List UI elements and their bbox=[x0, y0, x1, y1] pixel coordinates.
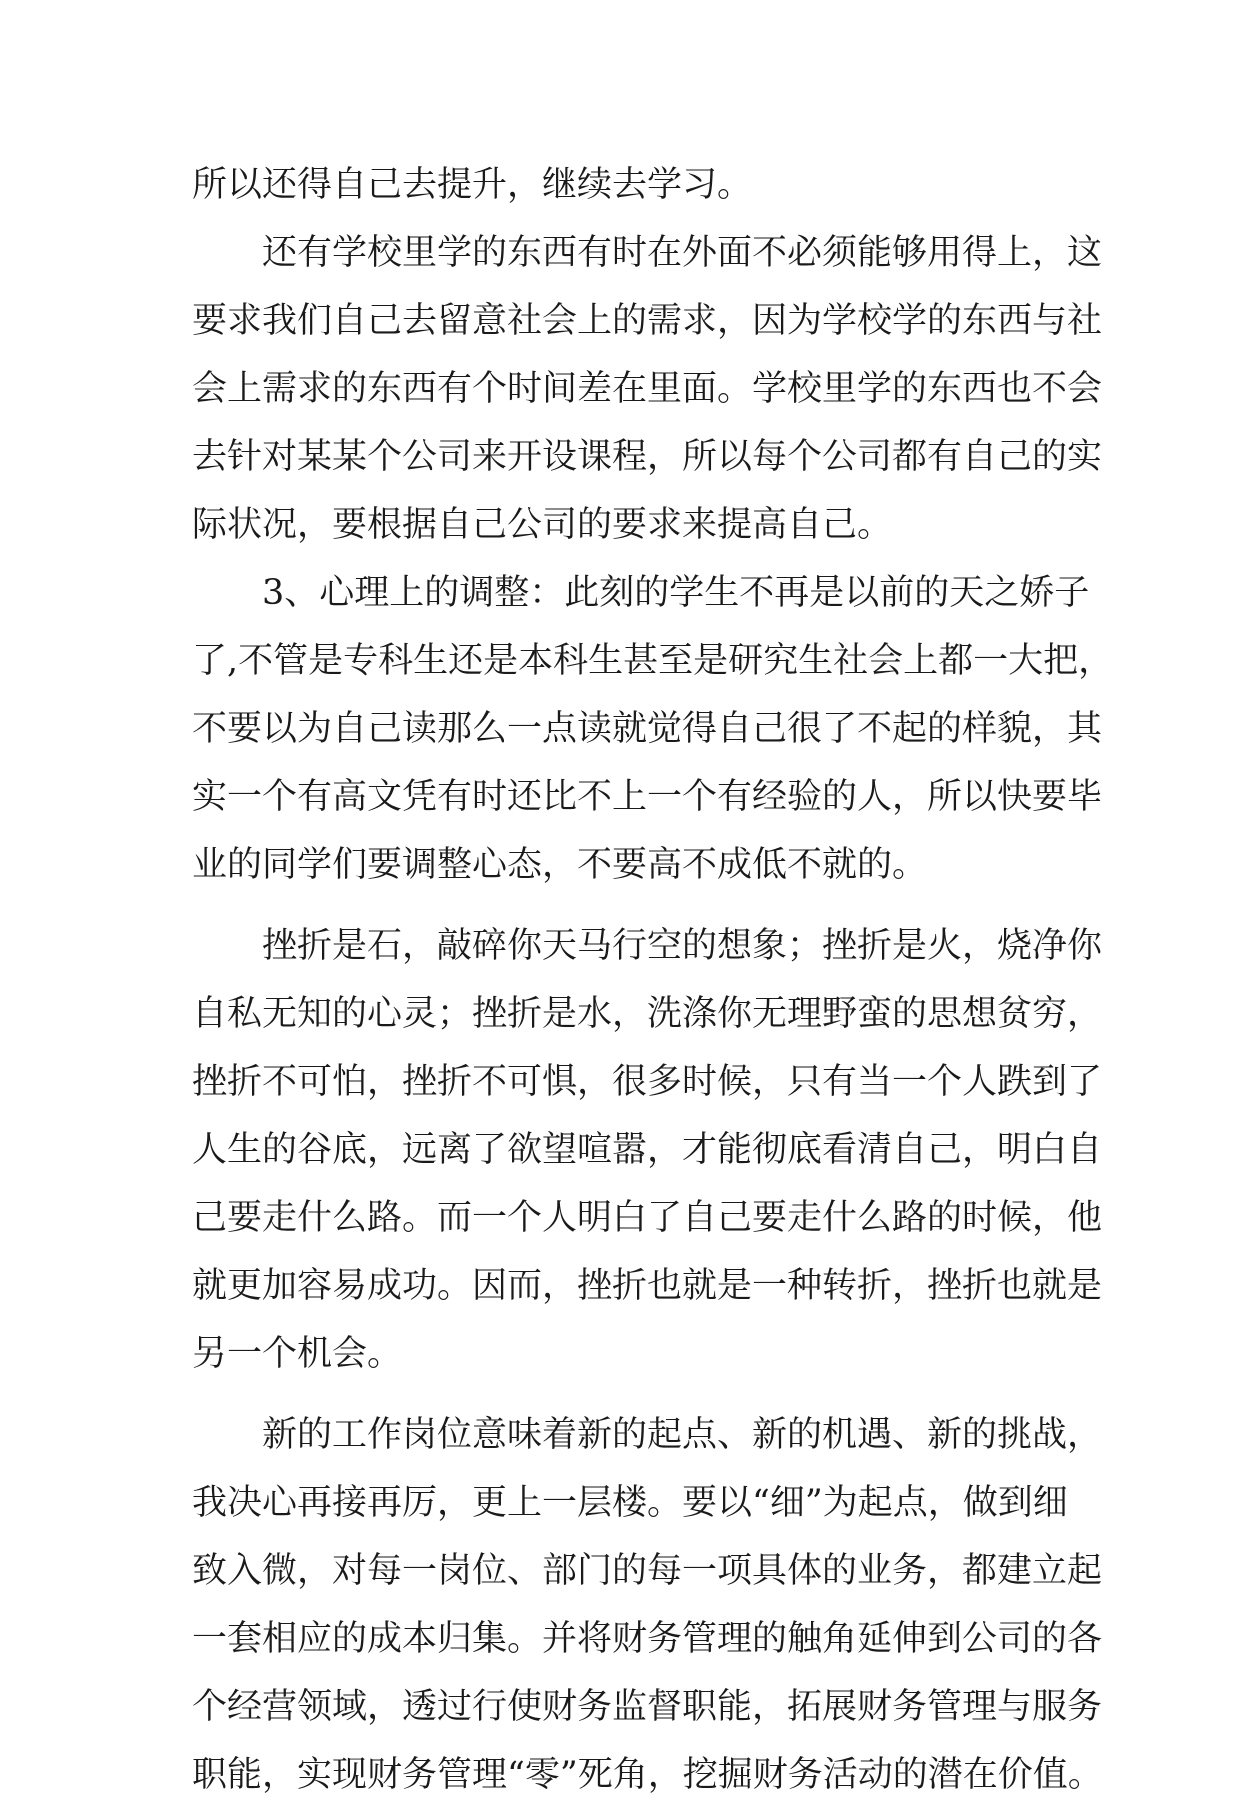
paragraph bbox=[192, 1408, 1103, 1816]
paragraph bbox=[192, 566, 1114, 906]
text-line: 另一个机会。 bbox=[192, 1334, 403, 1374]
paragraph-spacer bbox=[192, 906, 1052, 919]
text-line: 自私无知的心灵；挫折是水，洗涤你无理野蛮的思想贫穷， bbox=[192, 994, 1103, 1034]
text-line: 所以还得自己去提升，继续去学习。 bbox=[192, 165, 753, 205]
text-line: 职能，实现财务管理“零”死角，挖掘财务活动的潜在价值。 bbox=[192, 1755, 1103, 1795]
paragraph bbox=[192, 226, 1103, 566]
text-line: 际状况，要根据自己公司的要求来提高自己。 bbox=[192, 505, 893, 545]
text-line: 会上需求的东西有个时间差在里面。学校里学的东西也不会 bbox=[192, 369, 1103, 409]
paragraph bbox=[192, 158, 1052, 226]
text-line: 致入微，对每一岗位、部门的每一项具体的业务，都建立起 bbox=[192, 1551, 1103, 1591]
text-line: 个经营领域，透过行使财务监督职能，拓展财务管理与服务 bbox=[192, 1687, 1103, 1727]
text-line: 还有学校里学的东西有时在外面不必须能够用得上，这 bbox=[262, 233, 1103, 273]
text-line: 业的同学们要调整心态，不要高不成低不就的。 bbox=[192, 845, 928, 885]
text-line: 新的工作岗位意味着新的起点、新的机遇、新的挑战， bbox=[262, 1415, 1103, 1455]
text-line: 挫折是石，敲碎你天马行空的想象；挫折是火，烧净你 bbox=[262, 926, 1103, 966]
text-line: 要求我们自己去留意社会上的需求，因为学校学的东西与社 bbox=[192, 301, 1103, 341]
text-line: 挫折不可怕，挫折不可惧，很多时候，只有当一个人跌到了 bbox=[192, 1062, 1103, 1102]
text-line: 一套相应的成本归集。并将财务管理的触角延伸到公司的各 bbox=[192, 1619, 1103, 1659]
text-line: 就更加容易成功。因而，挫折也就是一种转折，挫折也就是 bbox=[192, 1266, 1103, 1306]
text-line: 不要以为自己读那么一点读就觉得自己很了不起的样貌，其 bbox=[192, 709, 1103, 749]
text-line: 3、心理上的调整：此刻的学生不再是以前的天之娇子 bbox=[262, 573, 1090, 613]
text-line: 实一个有高文凭有时还比不上一个有经验的人，所以快要毕 bbox=[192, 777, 1103, 817]
paragraph bbox=[192, 919, 1103, 1395]
text-line: 去针对某某个公司来开设课程，所以每个公司都有自己的实 bbox=[192, 437, 1103, 477]
paragraph-spacer bbox=[192, 1395, 1052, 1408]
text-line: 我决心再接再厉，更上一层楼。要以“细”为起点，做到细 bbox=[192, 1483, 1068, 1523]
text-line: 了,不管是专科生还是本科生甚至是研究生社会上都一大把， bbox=[192, 641, 1114, 681]
text-line: 己要走什么路。而一个人明白了自己要走什么路的时候，他 bbox=[192, 1198, 1103, 1238]
document-body bbox=[192, 158, 1114, 1816]
text-line: 人生的谷底，远离了欲望喧嚣，才能彻底看清自己，明白自 bbox=[192, 1130, 1103, 1170]
